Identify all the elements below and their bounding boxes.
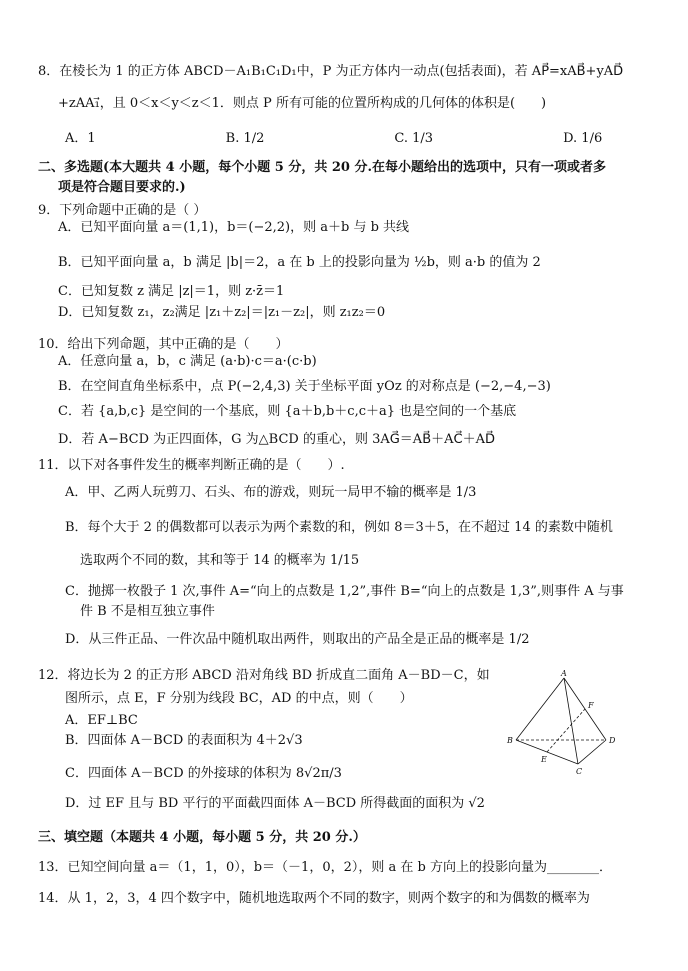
- q11-option-d: D．从三件正品、一件次品中随机取出两件，则取出的产品全是正品的概率是 1/2: [65, 632, 530, 647]
- section-2-heading-cont: 项是符合题目要求的.): [58, 180, 186, 195]
- q11-option-c-cont: 件 B 不是相互独立事件: [80, 604, 215, 619]
- q10-option-a: A．任意向量 a，b，c 满足 (a·b)·c＝a·(c·b): [58, 354, 317, 369]
- q12-option-d: D．过 EF 且与 BD 平行的平面截四面体 A－BCD 所得截面的面积为 √2: [65, 796, 485, 811]
- q8-options: A．1 B. 1/2 C. 1/3 D. 1/6: [65, 131, 603, 146]
- q13-stem: 13．已知空间向量 a＝（1，1，0），b＝（－1，0，2），则 a 在 b 方向上的投影向量为________．: [38, 860, 612, 875]
- q12-stem: 12．将边长为 2 的正方形 ABCD 沿对角线 BD 折成直二面角 A－BD－C，如: [38, 668, 490, 683]
- q9-stem: 9．下列命题中正确的是（ ）: [38, 203, 207, 218]
- q12-option-c: C．四面体 A－BCD 的外接球的体积为 8√2π/3: [65, 766, 342, 781]
- q8-stem-line-2: +zAA₁⃗，且 0＜x＜y＜z＜1．则点 P 所有可能的位置所构成的几何体的体积是( ): [58, 96, 547, 111]
- section-2-heading: 二、多选题(本大题共 4 小题，每个小题 5 分，共 20 分.在每小题给出的选项中，只有一项或者多: [38, 160, 607, 175]
- segment-ef-hidden: [547, 709, 585, 752]
- q10-option-b: B．在空间直角坐标系中，点 P(−2,4,3) 关于坐标平面 yOz 的对称点是 (−2,−4,−3): [58, 379, 551, 394]
- q11-stem: 11．以下对各事件发生的概率判断正确的是（ ）.: [38, 458, 345, 473]
- q14-stem: 14．从 1，2，3，4 四个数字中，随机地选取两个不同的数字，则两个数字的和为偶数的概率为: [38, 891, 590, 906]
- q9-option-a: A．已知平面向量 a＝(1,1)，b＝(−2,2)，则 a＋b 与 b 共线: [58, 220, 410, 235]
- edge-ac: [564, 678, 578, 764]
- q12-option-b: B．四面体 A－BCD 的表面积为 4＋2√3: [65, 733, 303, 748]
- q12-option-a: A．EF⊥BC: [65, 713, 138, 728]
- q8-stem-line-1: 8．在棱长为 1 的正方体 ABCD－A₁B₁C₁D₁中，P 为正方体内一动点(包括表面)，若 AP⃗=xAB⃗+yAD⃗: [38, 64, 624, 79]
- q11-option-c: C．抛掷一枚骰子 1 次,事件 A=“向上的点数是 1,2”,事件 B=“向上的点数是 1,3”,则事件 A 与事: [65, 584, 624, 599]
- q11-option-b: B．每个大于 2 的偶数都可以表示为两个素数的和，例如 8＝3＋5，在不超过 14 的素数中随机: [65, 520, 613, 535]
- tetrahedron-figure: [500, 668, 630, 783]
- label-c: C: [576, 767, 583, 776]
- label-b: B: [507, 736, 513, 745]
- label-f: F: [588, 701, 594, 710]
- edge-cd: [578, 740, 606, 764]
- q9-option-c: C．已知复数 z 满足 |z|＝1，则 z·z̄＝1: [58, 284, 285, 299]
- q11-option-a: A．甲、乙两人玩剪刀、石头、布的游戏，则玩一局甲不输的概率是 1/3: [65, 485, 477, 500]
- label-a: A: [561, 669, 567, 678]
- q10-stem: 10．给出下列命题，其中正确的是（ ）: [38, 337, 289, 352]
- label-e: E: [541, 755, 547, 764]
- section-3-heading: 三、填空题（本题共 4 小题，每小题 5 分，共 20 分.）: [38, 830, 366, 845]
- edge-ab: [516, 678, 564, 740]
- q12-stem-cont: 图所示，点 E，F 分别为线段 BC，AD 的中点，则（ ）: [65, 691, 413, 706]
- q10-option-c: C．若 {a,b,c} 是空间的一个基底，则 {a＋b,b＋c,c＋a} 也是空间的一个基底: [58, 404, 517, 419]
- q9-option-d: D．已知复数 z₁，z₂满足 |z₁＋z₂|＝|z₁－z₂|，则 z₁z₂＝0: [58, 305, 386, 320]
- q11-option-b-cont: 选取两个不同的数，其和等于 14 的概率为 1/15: [80, 553, 360, 568]
- q10-option-d: D．若 A−BCD 为正四面体，G 为△BCD 的重心，则 3AG⃗＝AB⃗＋AC⃗＋AD⃗: [58, 432, 495, 447]
- label-d: D: [609, 736, 616, 745]
- q9-option-b: B．已知平面向量 a，b 满足 |b|＝2，a 在 b 上的投影向量为 ½b，则 a·b 的值为 2: [58, 255, 541, 270]
